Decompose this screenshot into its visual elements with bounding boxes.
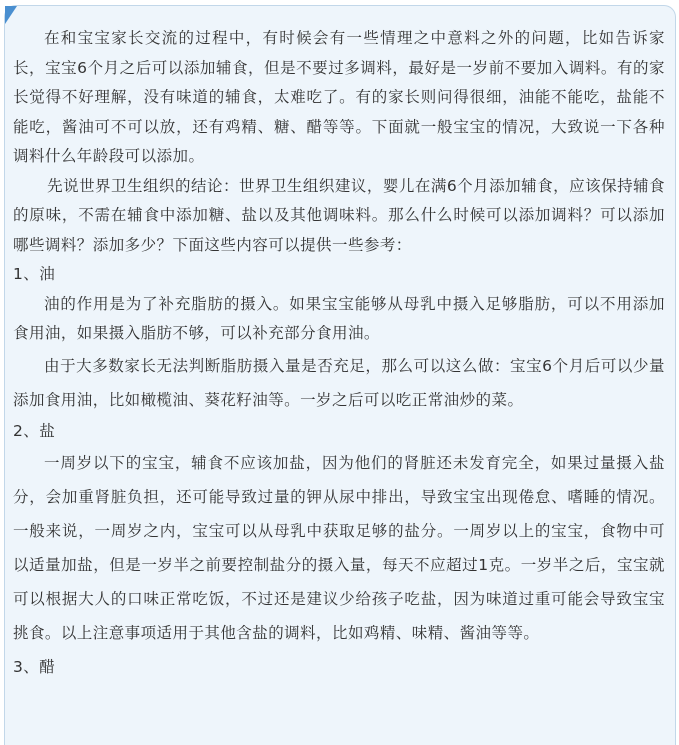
section-heading-oil: 1、油	[13, 265, 56, 283]
paragraph-intro: 在和宝宝家长交流的过程中，有时候会有一些情理之中意料之外的问题，比如告诉家长，宝宝6个月之后可以添加辅食，但是不要过多调料，最好是一岁前不要加入调料。有的家长觉得不好理解，没有味道的辅食，太难吃了。有的家长则问得很细，油能不能吃，盐能不能吃，酱油可不可以放，还有鸡精、糖、醋等等。下面就一般宝宝的情况，大致说一下各种调料什么年龄段可以添加。	[13, 29, 665, 165]
section-heading-salt: 2、盐	[13, 421, 56, 440]
section-heading-vinegar: 3、醋	[13, 658, 56, 676]
paragraph-who-conclusion: 先说世界卫生组织的结论：世界卫生组织建议，婴儿在满6个月添加辅食，应该保持辅食的原味，不需在辅食中添加糖、盐以及其他调味料。那么什么时候可以添加调料？可以添加哪些调料？添加多少？下面这些内容可以提供一些参考：	[13, 176, 665, 254]
article-body	[13, 24, 665, 684]
paragraph-oil-advice: 由于大多数家长无法判断脂肪摄入量是否充足，那么可以这么做：宝宝6个月后可以少量添加食用油，比如橄榄油、葵花籽油等。一岁之后可以吃正常油炒的菜。	[13, 356, 665, 409]
paragraph-oil-purpose: 油的作用是为了补充脂肪的摄入。如果宝宝能够从母乳中摄入足够脂肪，可以不用添加食用油，如果摄入脂肪不够，可以补充部分食用油。	[13, 294, 665, 342]
corner-accent	[5, 6, 17, 24]
paragraph-salt: 一周岁以下的宝宝，辅食不应该加盐，因为他们的肾脏还未发育完全，如果过量摄入盐分，会加重肾脏负担，还可能导致过量的钾从尿中排出，导致宝宝出现倦怠、嗜睡的情况。一般来说，一周岁之内，宝宝可以从母乳中获取足够的盐分。一周岁以上的宝宝，食物中可以适量加盐，但是一岁半之前要控制盐分的摄入量，每天不应超过1克。一岁半之后，宝宝就可以根据大人的口味正常吃饭，不过还是建议少给孩子吃盐，因为味道过重可能会导致宝宝挑食。以上注意事项适用于其他含盐的调料，比如鸡精、味精、酱油等等。	[13, 454, 665, 642]
